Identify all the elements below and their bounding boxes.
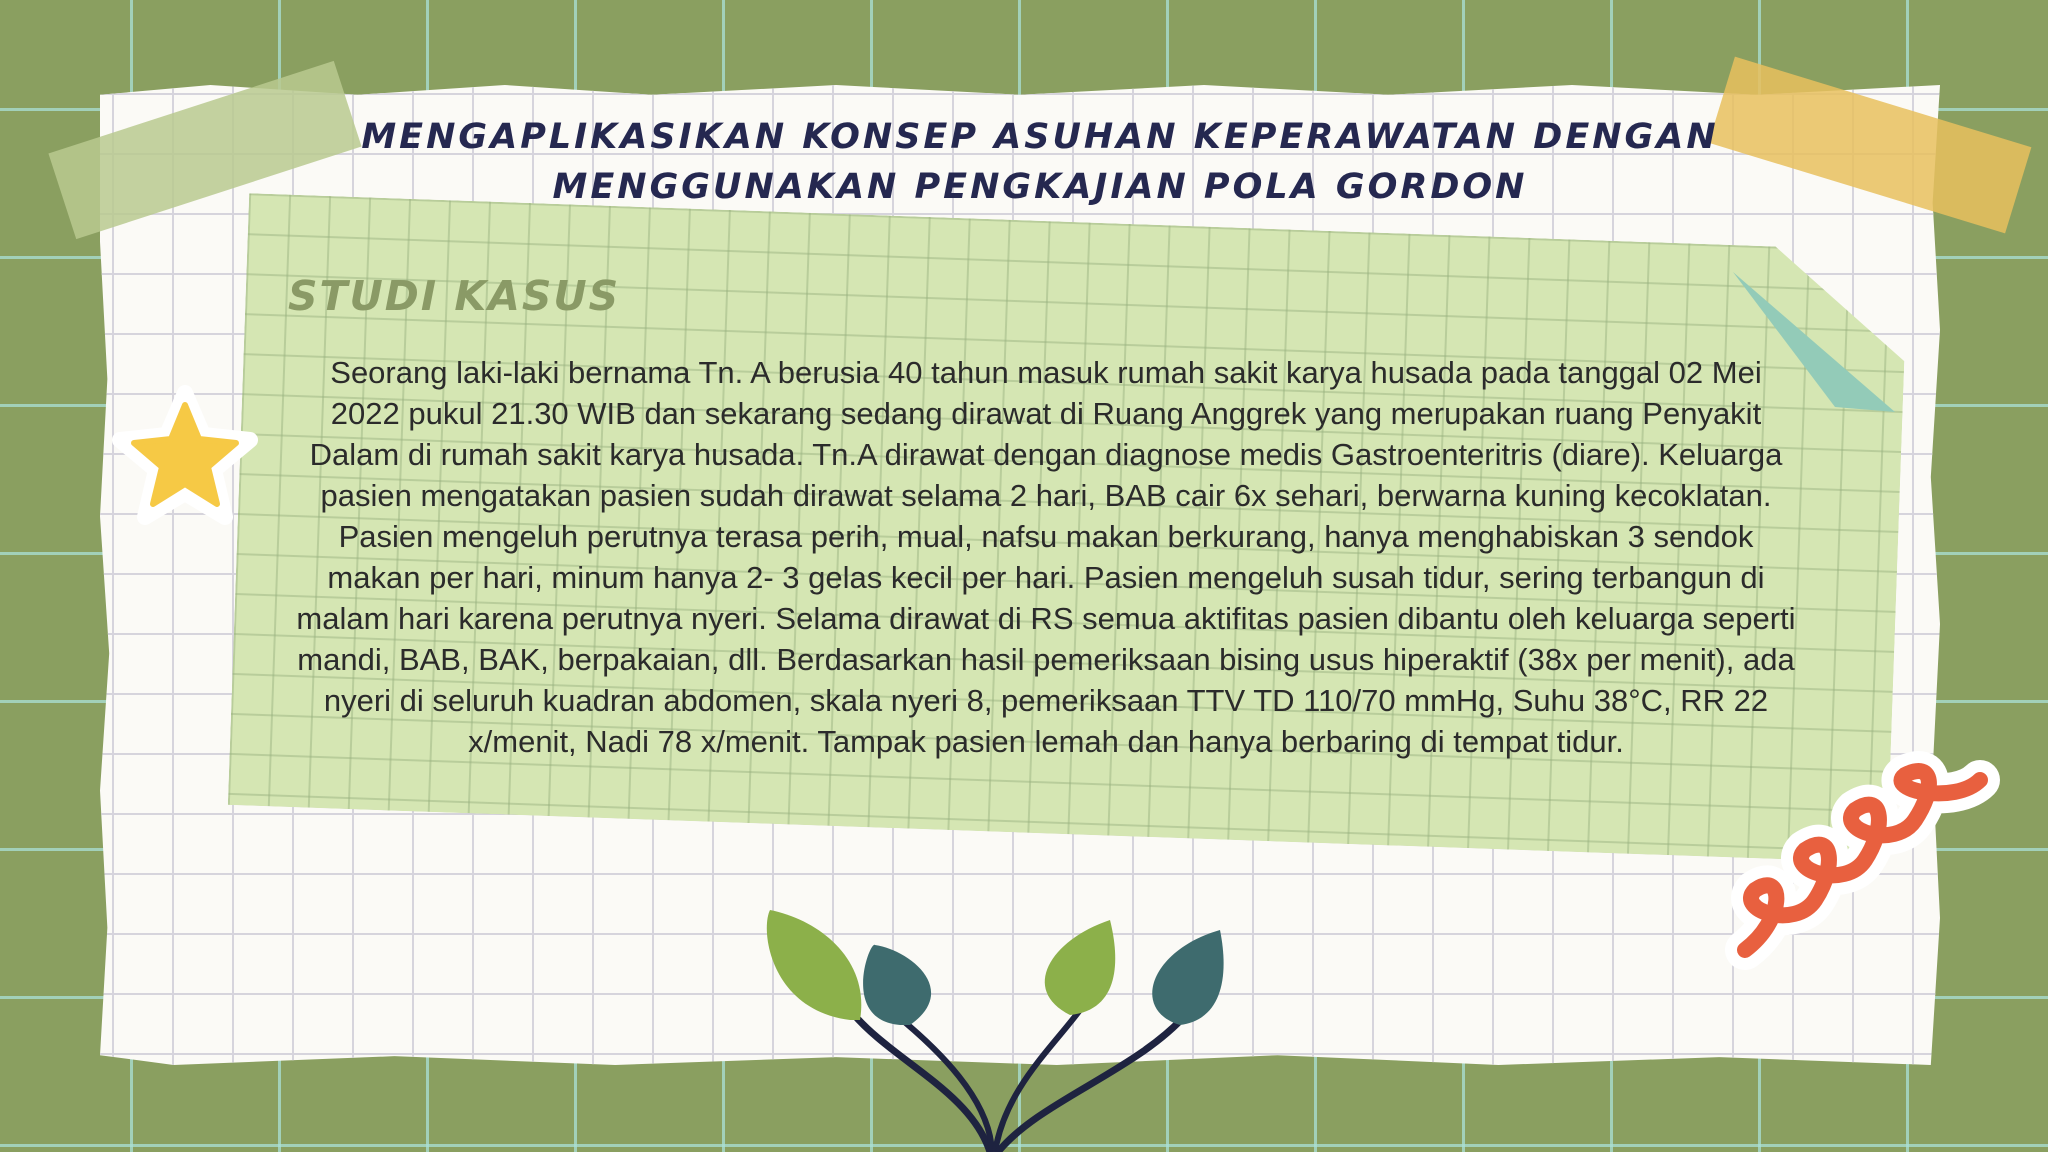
star-sticker-icon <box>110 385 260 530</box>
swirl-sticker-icon <box>1725 750 2015 1000</box>
slide-title: MENGAPLIKASIKAN KONSEP ASUHAN KEPERAWATAN DENGAN MENGGUNAKAN PENGKAJIAN POLA GORDON <box>361 117 1719 207</box>
section-heading: STUDI KASUS <box>288 272 621 320</box>
case-study-text: Seorang laki-laki bernama Tn. A berusia 40 tahun masuk rumah sakit karya husada pada tanggal 02 Mei 2022 pukul 21.30 WIB dan sekarang sedang dirawat di Ruang Anggrek yang merupakan ruang Penyakit Dalam di rumah sakit karya husada. Tn.A dirawat dengan diagnose medis Gastroenteritris (diare). Keluarga pasien mengatakan pasien sudah dirawat selama 2 hari, BAB cair 6x sehari, berwarna kuning kecoklatan. Pasien mengeluh perutnya terasa perih, mual, nafsu makan berkurang, hanya menghabiskan 3 sendok makan per hari, minum hanya 2- 3 gelas kecil per hari. Pasien mengeluh susah tidur, sering terbangun di malam hari karena perutnya nyeri. Selama dirawat di RS semua aktifitas pasien dibantu oleh keluarga seperti mandi, BAB, BAK, berpakaian, dll. Berdasarkan hasil pemeriksaan bising usus hiperaktif (38x per menit), ada nyeri di seluruh kuadran abdomen, skala nyeri 8, pemeriksaan TTV TD 110/70 mmHg, Suhu 38°C, RR 22 x/menit, Nadi 78 x/menit. Tampak pasien lemah dan hanya berbaring di tempat tidur. <box>296 355 1796 759</box>
leaves-plant-icon <box>740 900 1330 1152</box>
